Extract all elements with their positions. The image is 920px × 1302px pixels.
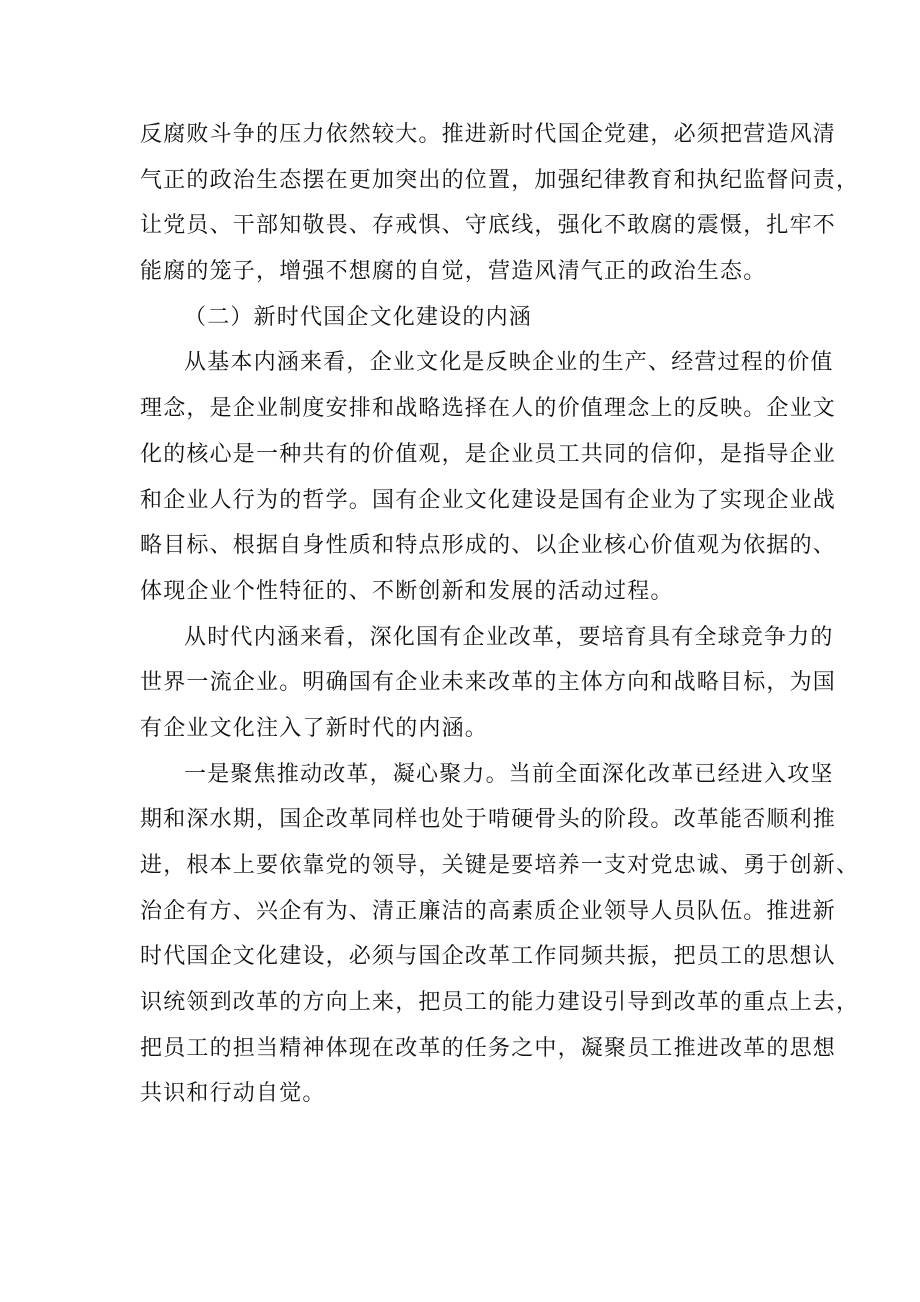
text-line: 能腐的笼子，增强不想腐的自觉，营造风清气正的政治生态。: [140, 259, 767, 285]
text-line: 从基本内涵来看，企业文化是反映企业的生产、经营过程的价值: [184, 350, 834, 376]
section-heading: （二）新时代国企文化建设的内涵: [184, 304, 533, 330]
text-line: 有企业文化注入了新时代的内涵。: [140, 715, 489, 741]
text-line: 理念，是企业制度安排和战略选择在人的价值理念上的反映。企业文: [140, 396, 837, 422]
text-line: 体现企业个性特征的、不断创新和发展的活动过程。: [140, 578, 674, 604]
text-line: 共识和行动自觉。: [140, 1081, 326, 1107]
text-line: 一是聚焦推动改革，凝心聚力。当前全面深化改革已经进入攻坚: [184, 761, 834, 787]
text-line: 反腐败斗争的压力依然较大。推进新时代国企党建，必须把营造风清: [140, 122, 837, 147]
text-line: 略目标、根据自身性质和特点形成的、以企业核心价值观为依据的、: [140, 533, 837, 559]
text-line: 时代国企文化建设，必须与国企改革工作同频共振，把员工的思想认: [140, 944, 837, 970]
text-line: 识统领到改革的方向上来，把员工的能力建设引导到改革的重点上去，: [140, 990, 860, 1016]
text-line: 治企有方、兴企有为、清正廉洁的高素质企业领导人员队伍。推进新: [140, 898, 837, 924]
text-line: 从时代内涵来看，深化国有企业改革，要培育具有全球竞争力的: [184, 624, 834, 650]
text-line: 和企业人行为的哲学。国有企业文化建设是国有企业为了实现企业战: [140, 487, 837, 513]
text-line: 世界一流企业。明确国有企业未来改革的主体方向和战略目标，为国: [140, 670, 837, 696]
text-line: 进，根本上要依靠党的领导，关键是要培养一支对党忠诚、勇于创新、: [140, 853, 860, 878]
text-line: 期和深水期，国企改革同样也处于啃硬骨头的阶段。改革能否顺利推: [140, 807, 837, 833]
text-line: 气正的政治生态摆在更加突出的位置，加强纪律教育和执纪监督问责，: [140, 167, 860, 193]
document-body: [140, 112, 860, 1117]
text-line: 把员工的担当精神体现在改革的任务之中，凝聚员工推进改革的思想: [140, 1035, 837, 1061]
text-line: 化的核心是一种共有的价值观，是企业员工共同的信仰，是指导企业: [140, 441, 837, 467]
text-line: 让党员、干部知敬畏、存戒惧、守底线，强化不敢腐的震慑，扎牢不: [140, 213, 837, 239]
